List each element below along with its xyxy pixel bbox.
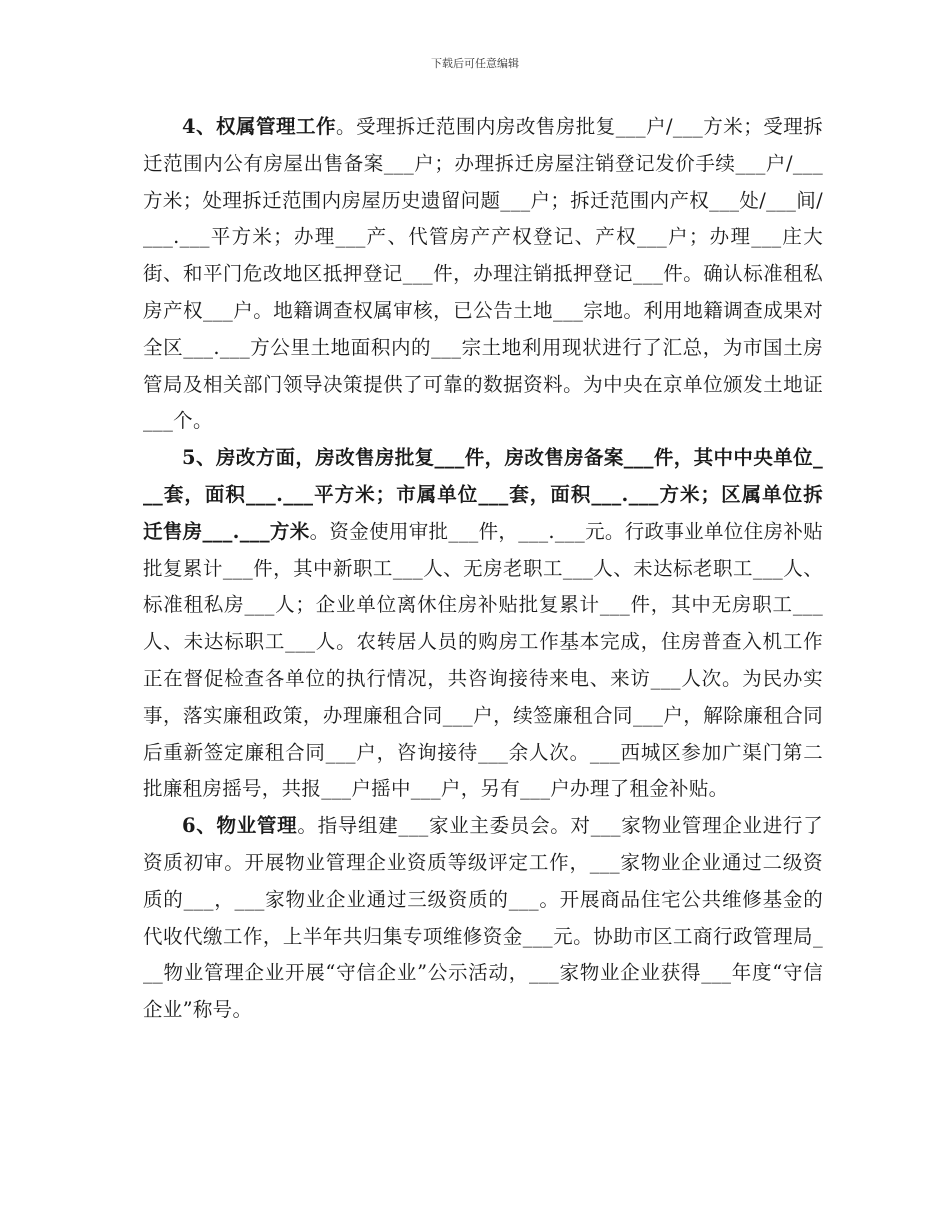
paragraph-property-management <box>143 808 823 1029</box>
paragraph-text: 。资金使用审批___件，___.___元。行政事业单位住房补贴批复累计___件，其中新职工___人、无房老职工___人、未达标老职工___人、标准租私房___人；企业单位离休住房补贴批复累计___件，其中无房职工___人、未达标职工___人。农转居人员的购房工作基本完成，住房普查入机工作正在督促检查各单位的执行情况，共咨询接待来电、来访___人次。为民办实事，落实廉租政策，办理廉租合同___户，续签廉租合同___户，解除廉租合同后重新签定廉租合同___户，咨询接待___余人次。___西城区参加广渠门第二批廉租房摇号，共报___户摇中___户，另有___户办理了租金补贴。 <box>143 519 824 801</box>
document-body <box>143 109 823 1029</box>
paragraph-ownership-management <box>143 109 823 440</box>
paragraph-text: 。受理拆迁范围内房改售房批复___户/___方米；受理拆迁范围内公有房屋出售备案___户；办理拆迁房屋注销登记发价手续___户/___方米；处理拆迁范围内房屋历史遗留问题___户；拆迁范围内产权___处/___间/___.___平方米；办理___产、代管房产产权登记、产权___户；办理___庄大街、和平门危改地区抵押登记___件，办理注销抵押登记___件。确认标准租私房产权___户。地籍调查权属审核，已公告土地___宗地。利用地籍调查成果对全区___.___方公里土地面积内的___宗土地利用现状进行了汇总，为市国土房管局及相关部门领导决策提供了可靠的数据资料。为中央在京单位颁发土地证___个。 <box>143 115 823 433</box>
paragraph-housing-reform <box>143 440 823 808</box>
paragraph-heading: 6、物业管理 <box>182 814 298 838</box>
paragraph-text: 。指导组建___家业主委员会。对___家物业管理企业进行了资质初审。开展物业管理企业资质等级评定工作，___家物业企业通过二级资质的___，___家物业企业通过三级资质的___。开展商品住宅公共维修基金的代收代缴工作，上半年共归集专项维修资金___元。协助市区工商行政管理局___物业管理企业开展“守信企业”公示活动，___家物业企业获得___年度“守信企业”称号。 <box>143 814 823 1022</box>
paragraph-heading: 5、房改方面，房改售房批复___件，房改售房备案___件，其中中央单位___套，面积___.___平方米；市属单位___套，面积___.___方米；区属单位拆迁售房___.___方米 <box>143 446 823 543</box>
page-header: 下载后可任意编辑 <box>431 57 519 70</box>
paragraph-heading: 4、权属管理工作 <box>182 115 336 138</box>
